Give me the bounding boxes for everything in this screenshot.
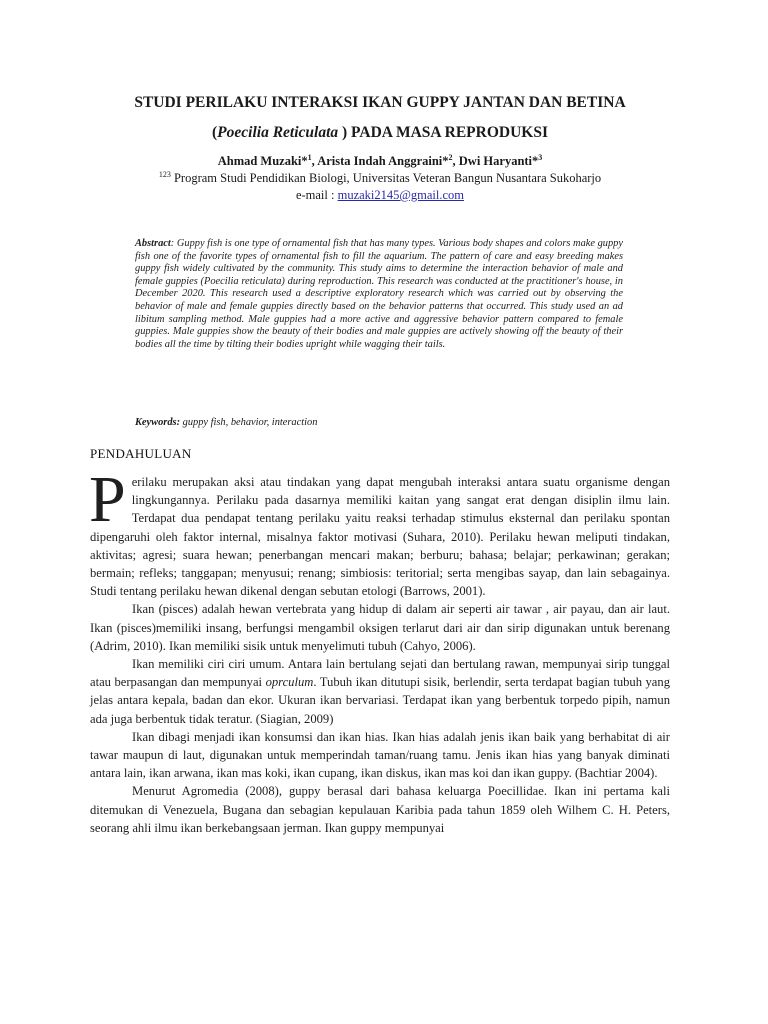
email-label: e-mail :	[295, 188, 338, 202]
author-name: Arista Indah Anggraini*	[317, 154, 449, 168]
paragraph-text: Ikan memiliki ciri ciri umum. Antara lain bertulang sejati dan bertulang rawan, mempunyai sirip tunggal atau berpasangan dan mempunyai	[90, 657, 670, 690]
species-name: Poecilia Reticulata	[217, 124, 339, 141]
paragraph: Ikan dibagi menjadi ikan konsumsi dan ikan hias. Ikan hias adalah jenis ikan baik yang berhabitat di air tawar maupun di laut, digunakan untuk memperindah taman/ruang tamu. Jenis ikan hias yang banyak diminati antara lain, ikan arwana, ikan mas koki, ikan cupang, ikan diskus, ikan mas koi dan ikan guppy. (Bachtiar 2004).	[90, 729, 670, 781]
paragraph: Ikan (pisces) adalah hewan vertebrata yang hidup di dalam air seperti air tawar , air payau, dan air laut. Ikan (pisces)memiliki insang, berfungsi mengambil oksigen terlarut dari air dan sirip digunakan untuk berenang (Adrim, 2010). Ikan memiliki sisik untuk menyelimuti tubuh (Cahyo, 2006).	[90, 602, 670, 653]
title-rest: ) PADA MASA REPRODUKSI	[338, 124, 548, 141]
paragraph-text: erilaku merupakan aksi atau tindakan yang dapat mengubah interaksi antara suatu organisme dengan lingkungannya. Perilaku pada dasarnya memiliki kaitan yang sangat erat dengan disiplin ilmu lain. Terdapat dua pendapat tentang perilaku yaitu reaksi terhadap stimulus eksternal dan perilaku spontan dipengaruhi oleh faktor internal, misalnya faktor motivasi (Suhara, 2010). Perilaku hewan meliputi tindakan, aktivitas; agresi; suara hewan; penerbangan mencari makan; berburu; bahasa; belajar; perkawinan; gerakan; bermain; refleks; tanggapan; menyusui; renang; simbiosis: teritorial; serta mengibas sayap, dan lain sebagainya. Studi tentang perilaku hewan dikenal dengan sebutan etologi (Barrows, 2001).	[90, 475, 670, 599]
affiliation-text: Program Studi Pendidikan Biologi, Universitas Veteran Bangun Nusantara Sukoharjo	[170, 171, 602, 185]
body-text	[89, 463, 670, 837]
author-name: Dwi Haryanti*	[458, 154, 539, 168]
paragraph	[89, 463, 670, 600]
paragraph-text: . Tubuh ikan ditutupi sisik, berlendir, serta terdapat bagian tubuh yang jelas antara kepala, badan dan ekor. Ukuran ikan bervariasi. Terdapat ikan yang berbentuk torpedo pipih, namun ada juga berbentuk tidak teratur. (Siagian, 2009)	[90, 675, 670, 726]
affiliation-sup: 123	[158, 169, 171, 179]
affiliation	[90, 170, 670, 186]
paper-title-line-2	[90, 123, 670, 143]
abstract-text: : Guppy fish is one type of ornamental fish that has many types. Various body shapes and colors make guppy fish one of the favorite types of ornamental fish to fill the aquarium. The pattern of care and easy breeding makes guppy fish widely cultivated by the community. This study aims to determine the interaction behavior of male and female guppies (Poecilia reticulata) during reproduction. This research was conducted at the practitioner's house, in December 2020. This research used a descriptive exploratory research which was carried out by observing the behavior of male and female guppies directly based on the behavior patterns that occurred. This study used an ad libitum sampling method. Male guppies had a more active and aggressive behavior pattern compared to female guppies. Male guppies show the beauty of their bodies and male guppies are actively showing off the beauty of their bodies all the time by tilting their bodies upright while wagging their tails.	[135, 238, 623, 350]
abstract-label: Abstract	[135, 238, 171, 249]
author-sup: 1	[307, 152, 312, 162]
abstract	[135, 238, 623, 351]
drop-cap: P	[89, 463, 126, 536]
email-link[interactable]: muzaki2145@gmail.com	[337, 188, 465, 202]
paragraph: Menurut Agromedia (2008), guppy berasal dari bahasa keluarga Poecillidae. Ikan ini pertama kali ditemukan di Venezuela, Bugana dan sebagian kepulauan Karibia pada tahun 1859 oleh Wilhem C. H. Peters, seorang ahli ilmu ikan berkebangsaan jerman. Ikan guppy mempunyai	[90, 784, 670, 835]
section-heading: PENDAHULUAN	[90, 446, 192, 461]
paragraph	[90, 655, 670, 728]
author-sup: 2	[448, 152, 453, 162]
title-paren: (	[212, 124, 218, 141]
author-list: Ahmad Muzaki*$^1$, Arista Indah Anggraini*$^2$, Dwi Haryanti*$^3$	[217, 152, 543, 168]
italic-term: oprculum	[265, 675, 314, 690]
email-line	[90, 187, 670, 203]
title-text: STUDI PERILAKU INTERAKSI IKAN GUPPY JANTAN DAN BETINA	[134, 94, 626, 111]
keywords-text: guppy fish, behavior, interaction	[180, 417, 318, 428]
author-sup: 3	[538, 152, 543, 162]
keywords-label: Keywords:	[135, 417, 181, 428]
keywords	[135, 416, 623, 429]
paper-title-line-1	[86, 93, 674, 113]
author-name: Ahmad Muzaki*	[217, 154, 308, 168]
